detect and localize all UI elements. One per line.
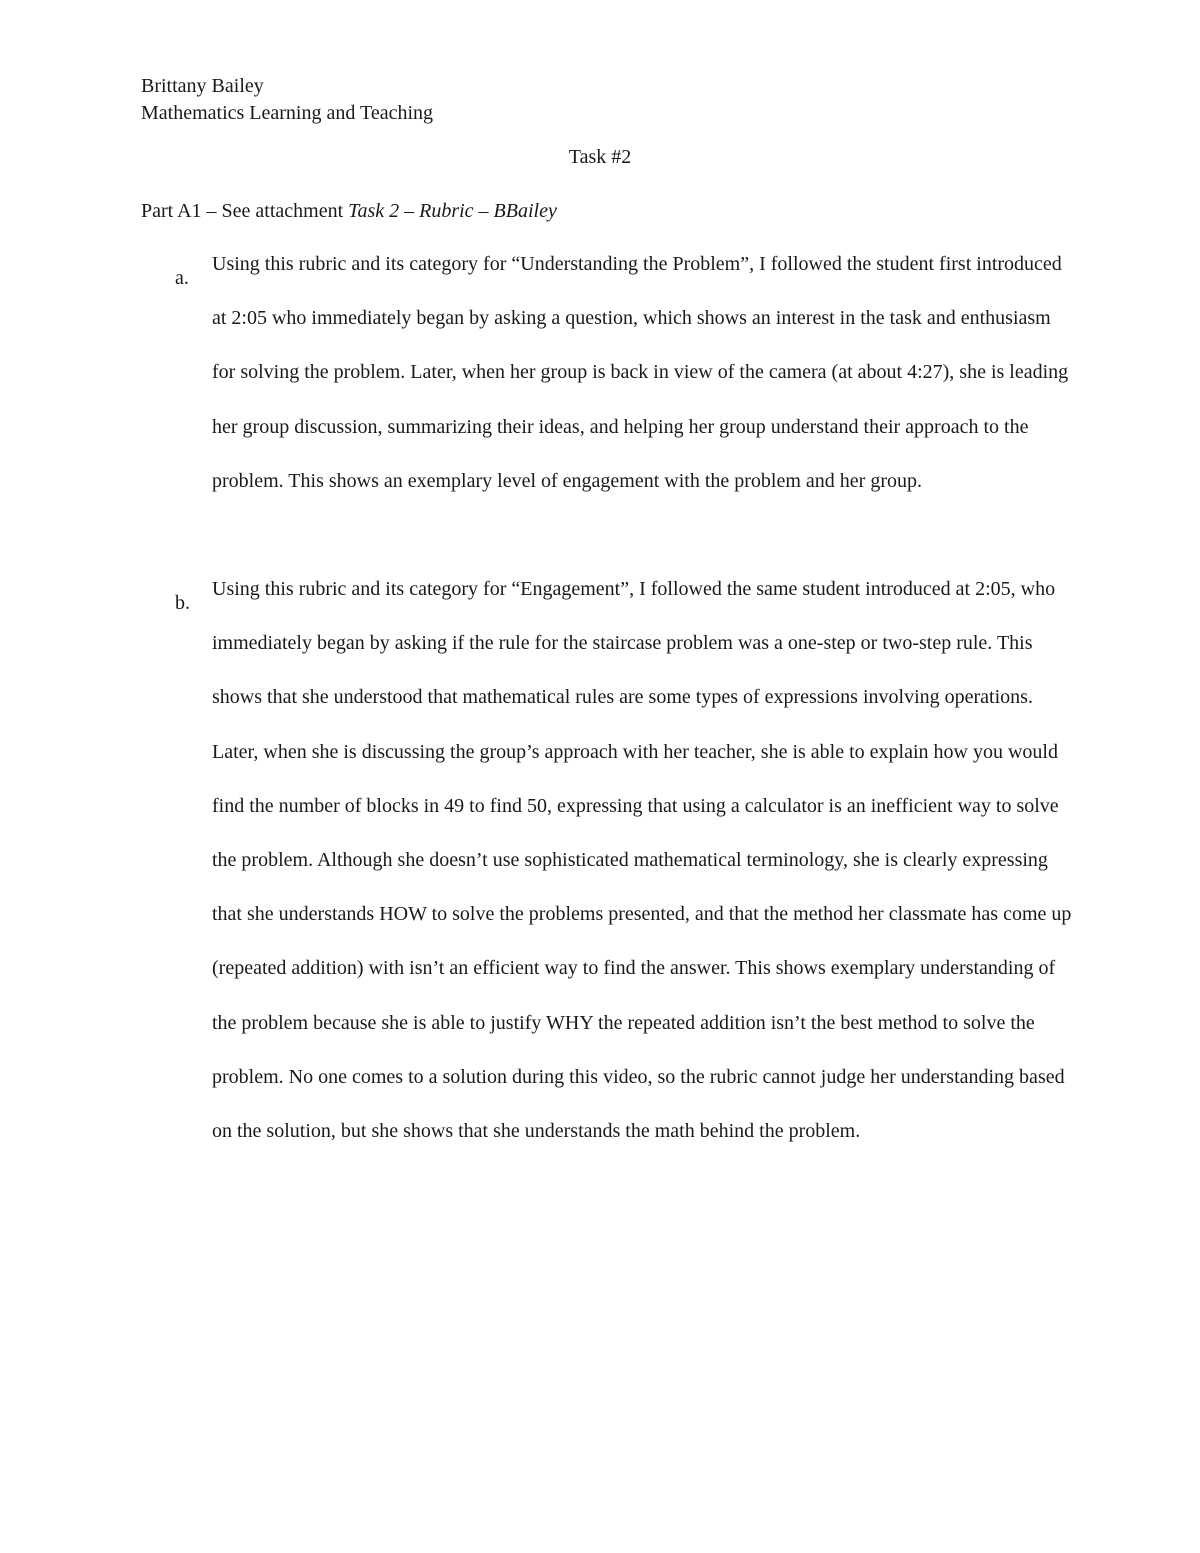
list-item: [141, 251, 1081, 528]
author-name: Brittany Bailey: [141, 75, 264, 97]
list-item-text: Using this rubric and its category for “Engagement”, I followed the same student introduced at 2:05, who immediately began by asking if the rule for the staircase problem was a one-step or two-step rule. This shows that she understood that mathematical rules are some types of expressions involving operations. Later, when she is discussing the group’s approach with her teacher, she is able to explain how you would find the number of blocks in 49 to find 50, expressing that using a calculator is an inefficient way to solve the problem. Although she doesn’t use sophisticated mathematical terminology, she is clearly expressing that she understands HOW to solve the problems presented, and that the method her classmate has come up (repeated addition) with isn’t an efficient way to find the answer. This shows exemplary understanding of the problem because she is able to justify WHY the repeated addition isn’t the best method to solve the problem. No one comes to a solution during this video, so the rubric cannot judge her understanding based on the solution, but she shows that she understands the math behind the problem.: [212, 578, 1072, 1143]
part-label: Part A1 – See attachment: [141, 200, 349, 222]
list-item: [141, 576, 1081, 1178]
attachment-name: Task 2 – Rubric – BBailey: [348, 200, 557, 222]
document-title: Task #2: [568, 146, 632, 168]
course-name: Mathematics Learning and Teaching: [141, 102, 434, 124]
list-item-text: Using this rubric and its category for “Understanding the Problem”, I followed the student first introduced at 2:05 who immediately began by asking a question, which shows an interest in the task and enthusiasm for solving the problem. Later, when her group is back in view of the camera (at about 4:27), she is leading her group discussion, summarizing their ideas, and helping her group understand their approach to the problem. This shows an exemplary level of engagement with the problem and her group.: [212, 253, 1069, 492]
part-heading: [141, 198, 557, 224]
list-marker: a.: [175, 267, 189, 289]
list-marker: b.: [175, 592, 190, 614]
